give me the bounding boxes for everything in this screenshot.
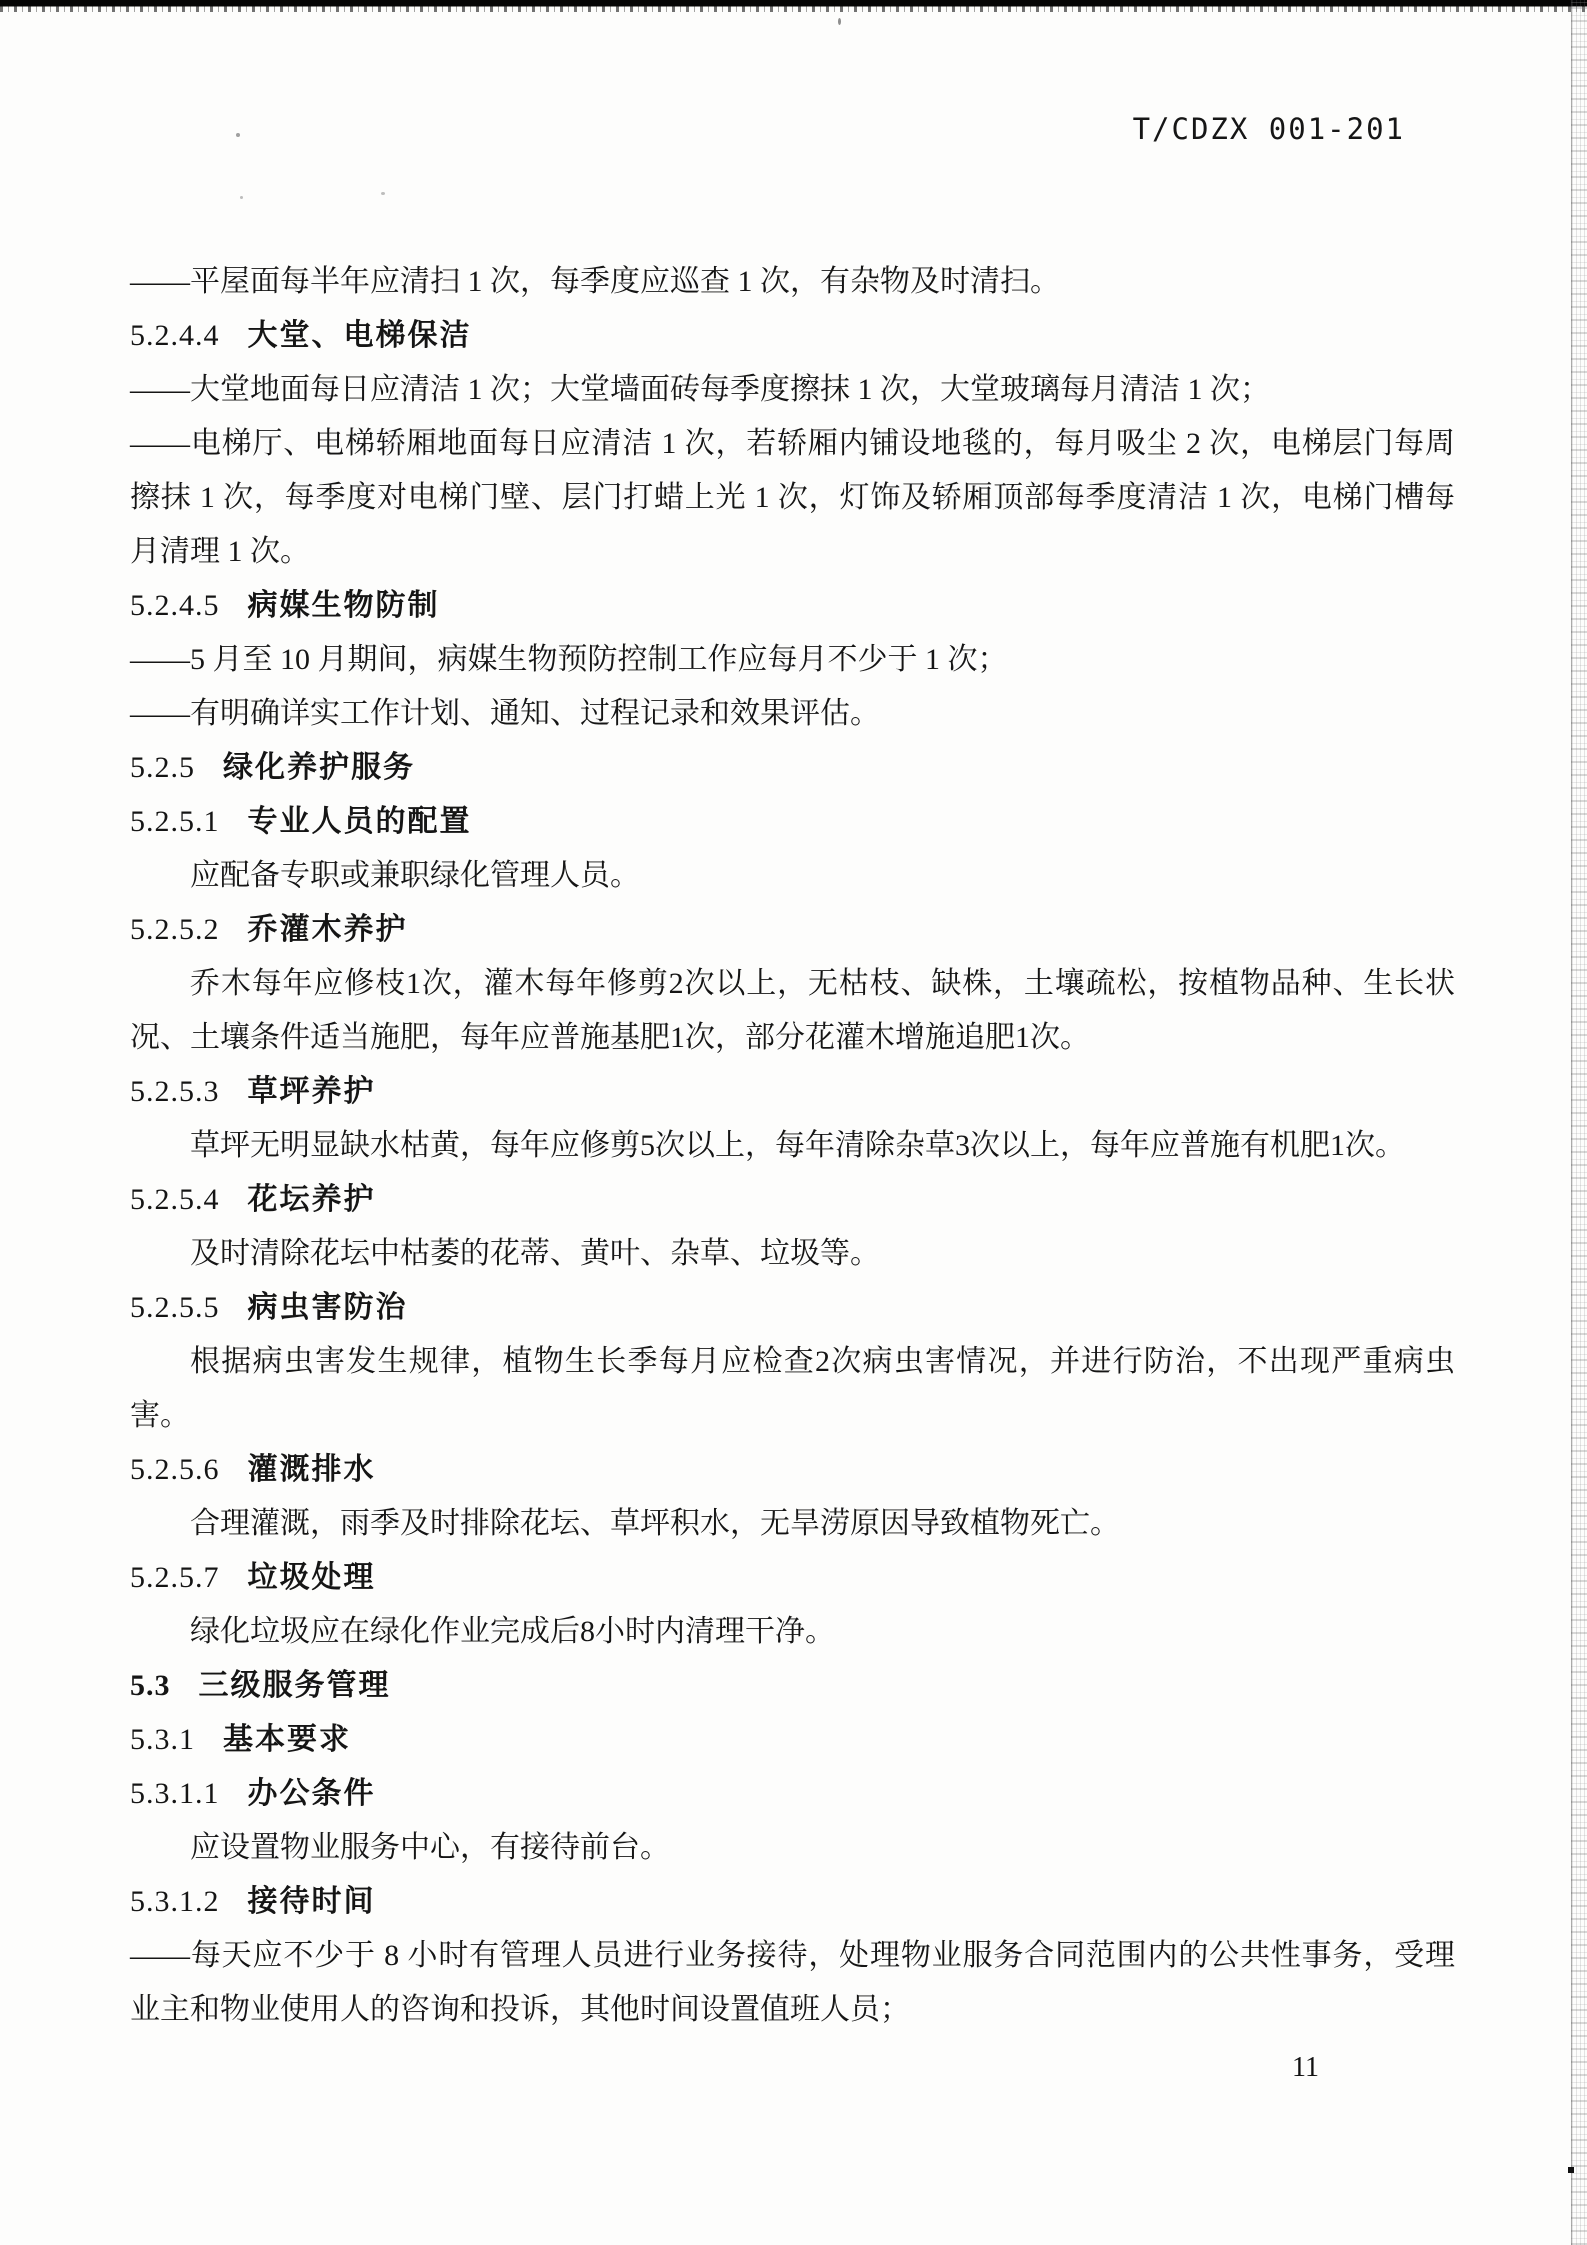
heading-number: 5.3.1.2 [130,1885,220,1918]
paragraph-line: 合理灌溉，雨季及时排除花坛、草坪积水，无旱涝原因导致植物死亡。 [190,1507,1120,1540]
heading-title: 接待时间 [247,1885,376,1918]
section-heading [130,1065,1455,1119]
section-heading [130,1767,1455,1821]
paragraph-line: 害。 [130,1399,190,1432]
heading-title: 病媒生物防制 [247,589,440,622]
heading-number: 5.2.5.2 [130,913,220,946]
heading-title: 病虫害防治 [247,1291,408,1324]
heading-number: 5.3.1.1 [130,1777,220,1810]
heading-title: 三级服务管理 [198,1669,391,1702]
paragraph-line: 及时清除花坛中枯萎的花蒂、黄叶、杂草、垃圾等。 [190,1237,880,1270]
paragraph-line: 绿化垃圾应在绿化作业完成后8小时内清理干净。 [190,1615,835,1648]
heading-number: 5.2.5.5 [130,1291,220,1324]
scan-speck [381,192,385,195]
heading-number: 5.2.4.4 [130,319,220,352]
section-heading [130,309,1455,363]
heading-title: 专业人员的配置 [247,805,472,838]
heading-title: 大堂、电梯保洁 [247,319,472,352]
dash-paragraph-line: ——5 月至 10 月期间，病媒生物预防控制工作应每月不少于 1 次； [130,643,1008,676]
section-heading [130,1281,1455,1335]
paragraph-line: 草坪无明显缺水枯黄，每年应修剪5次以上，每年清除杂草3次以上，每年应普施有机肥1次。 [190,1129,1405,1162]
heading-number: 5.2.5.1 [130,805,220,838]
heading-title: 灌溉排水 [247,1453,376,1486]
paragraph-line: 乔木每年应修枝1次，灌木每年修剪2次以上，无枯枝、缺株，土壤疏松，按植物品种、生长状 [190,967,1455,1000]
dash-paragraph-line: ——有明确详实工作计划、通知、过程记录和效果评估。 [130,697,880,730]
heading-title: 办公条件 [247,1777,376,1810]
heading-number: 5.3 [130,1669,171,1702]
heading-number: 5.2.5.7 [130,1561,220,1594]
section-heading [130,1443,1455,1497]
heading-number: 5.2.5.4 [130,1183,220,1216]
scan-top-edge-artifact [0,0,1587,12]
heading-number: 5.3.1 [130,1723,195,1756]
heading-title: 乔灌木养护 [247,913,408,946]
paragraph-line: 业主和物业使用人的咨询和投诉，其他时间设置值班人员； [130,1993,910,2026]
scan-speck [838,18,841,25]
heading-number: 5.2.4.5 [130,589,220,622]
section-heading [130,1659,1455,1713]
section-heading [130,741,1455,795]
heading-title: 绿化养护服务 [223,751,415,784]
heading-title: 花坛养护 [247,1183,376,1216]
scan-speck [1568,2167,1574,2173]
section-heading [130,903,1455,957]
heading-title: 基本要求 [223,1723,351,1756]
scan-speck [240,196,243,199]
section-heading [130,795,1455,849]
paragraph-line: 应设置物业服务中心，有接待前台。 [190,1831,670,1864]
dash-paragraph-line: ——电梯厅、电梯轿厢地面每日应清洁 1 次，若轿厢内铺设地毯的，每月吸尘 2 次，电梯层门每周 [130,427,1455,460]
paragraph-line: 应配备专职或兼职绿化管理人员。 [190,859,640,892]
section-heading [130,1173,1455,1227]
scan-speck [236,133,240,137]
paragraph-line: 擦抹 1 次，每季度对电梯门壁、层门打蜡上光 1 次，灯饰及轿厢顶部每季度清洁 1 次，电梯门槽每 [130,481,1455,514]
section-heading [130,1875,1455,1929]
heading-title: 垃圾处理 [247,1561,376,1594]
heading-title: 草坪养护 [247,1075,376,1108]
page-number: 11 [1292,2052,1319,2083]
heading-number: 5.2.5.6 [130,1453,220,1486]
heading-number: 5.2.5.3 [130,1075,220,1108]
dash-paragraph-line: ——平屋面每半年应清扫 1 次，每季度应巡查 1 次，有杂物及时清扫。 [130,265,1060,298]
dash-paragraph-line: ——每天应不少于 8 小时有管理人员进行业务接待，处理物业服务合同范围内的公共性事务，受理 [130,1939,1455,1972]
section-heading [130,1551,1455,1605]
paragraph-line: 根据病虫害发生规律，植物生长季每月应检查2次病虫害情况，并进行防治，不出现严重病虫 [190,1345,1455,1378]
section-heading [130,579,1455,633]
paragraph-line: 月清理 1 次。 [130,535,310,568]
document-code: T/CDZX 001-201 [1132,112,1405,146]
paragraph-line: 况、土壤条件适当施肥，每年应普施基肥1次，部分花灌木增施追肥1次。 [130,1021,1090,1054]
scan-right-edge-artifact [1571,0,1587,2245]
dash-paragraph-line: ——大堂地面每日应清洁 1 次；大堂墙面砖每季度擦抹 1 次，大堂玻璃每月清洁 1 次； [130,373,1270,406]
document-body [130,255,1455,2037]
section-heading [130,1713,1455,1767]
heading-number: 5.2.5 [130,751,195,784]
